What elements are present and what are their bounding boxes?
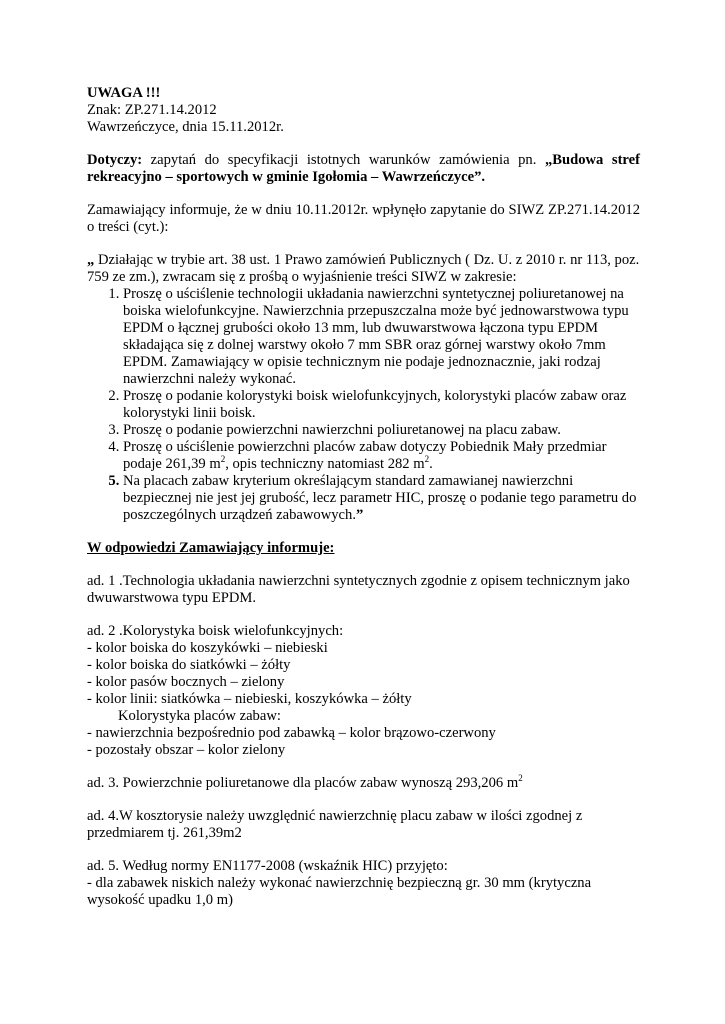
subject-label: Dotyczy: [87, 152, 143, 168]
answer-2-sub-line: - pozostały obszar – kolor zielony [87, 742, 286, 758]
intro-paragraph: Zamawiający informuje, że w dniu 10.11.2012r. wpłynęło zapytanie do SIWZ ZP.271.14.2012 o treści (cyt.): [87, 202, 640, 235]
answer-2-line: - kolor pasów bocznych – zielony [87, 674, 285, 690]
answer-4: ad. 4.W kosztorysie należy uwzględnić nawierzchnię placu zabaw w ilości zgodnej z przedmiarem tj. 261,39m2 [87, 808, 583, 841]
question-4-text: Proszę o uściślenie powierzchni placów zabaw dotyczy Pobiednik Mały przedmiar podaje 261,39 m [123, 439, 607, 472]
question-list [87, 286, 640, 524]
question-4-end: . [429, 456, 433, 472]
superscript: 2 [424, 454, 430, 465]
place-date: Wawrzeńczyce, dnia 15.11.2012r. [87, 119, 284, 135]
subject-title: „Budowa stref rekreacyjno – sportowych w gminie Igołomia – Wawrzeńczyce”. [87, 152, 640, 185]
answer-2-line: - kolor boiska do siatkówki – żółty [87, 657, 291, 673]
question-item: 1. Proszę o uściślenie technologii układania nawierzchni syntetycznej poliuretanowej na boiska wielofunkcyjne. Nawierzchnia przepuszczalna może być jednowarstwowa typu EPDM o łącznej grubości około 13 mm, lub dwuwarstwowa łączona typu EPDM składająca się z dolnej warstwy około 7 mm SBR oraz górnej warstwy około 7mm EPDM. Zamawiający w opisie technicznym nie podaje jednoznacznie, jaki rodzaj nawierzchni należy wykonać. [123, 286, 640, 388]
answer-2-line: - kolor boiska do koszykówki – niebieski [87, 640, 328, 656]
question-4-mid: , opis techniczny natomiast 282 m [225, 456, 425, 472]
answer-3 [87, 775, 640, 792]
question-item: 3. Proszę o podanie powierzchni nawierzchni poliuretanowej na placu zabaw. [123, 422, 640, 439]
quote-open-mark: „ [87, 252, 95, 268]
answer-2-sub-line: - nawierzchnia bezpośrednio pod zabawką – kolor brązowo-czerwony [87, 725, 496, 741]
answer-heading: W odpowiedzi Zamawiający informuje: [87, 540, 335, 556]
subject-text: zapytań do specyfikacji istotnych warunków zamówienia pn. [142, 152, 545, 168]
subject-paragraph [87, 152, 640, 186]
quote-lead-text: Działając w trybie art. 38 ust. 1 Prawo zamówień Publicznych ( Dz. U. z 2010 r. nr 113, poz. 759 ze zm.), zwracam się z prośbą o wyjaśnienie treści SIWZ w zakresie: [87, 252, 640, 285]
answer-2-title: ad. 2 .Kolorystyka boisk wielofunkcyjnych: [87, 623, 344, 639]
question-5-text: Na placach zabaw kryterium określającym standard zamawianej nawierzchni bezpiecznej nie jest jej grubość, lecz parametr HIC, proszę o podanie tego parametru do poszczególnych urządzeń zabawowych. [123, 473, 637, 523]
quote-close-mark: ” [355, 507, 364, 523]
answer-3-text: ad. 3. Powierzchnie poliuretanowe dla placów zabaw wynoszą 293,206 m [87, 775, 519, 791]
warning-heading: UWAGA !!! [87, 85, 161, 101]
question-item [123, 439, 640, 473]
question-item: 2. Proszę o podanie kolorystyki boisk wielofunkcyjnych, kolorystyki placów zabaw oraz kolorystyki linii boisk. [123, 388, 640, 422]
answer-2-line: - kolor linii: siatkówka – niebieski, koszykówka – żółty [87, 691, 412, 707]
answer-5-title: ad. 5. Według normy EN1177-2008 (wskaźnik HIC) przyjęto: [87, 858, 448, 874]
answer-2-subtitle: Kolorystyka placów zabaw: [118, 708, 281, 724]
superscript: 2 [518, 773, 523, 784]
answer-5-line: - dla zabawek niskich należy wykonać nawierzchnię bezpieczną gr. 30 mm (krytyczna wysokość upadku 1,0 m) [87, 875, 592, 908]
question-item [123, 473, 640, 524]
reference-sign: Znak: ZP.271.14.2012 [87, 102, 217, 118]
document-page [87, 85, 640, 909]
superscript: 2 [220, 454, 226, 465]
answer-1: ad. 1 .Technologia układania nawierzchni syntetycznych zgodnie z opisem technicznym jako dwuwarstwowa typu EPDM. [87, 573, 630, 606]
quote-lead [87, 252, 640, 286]
